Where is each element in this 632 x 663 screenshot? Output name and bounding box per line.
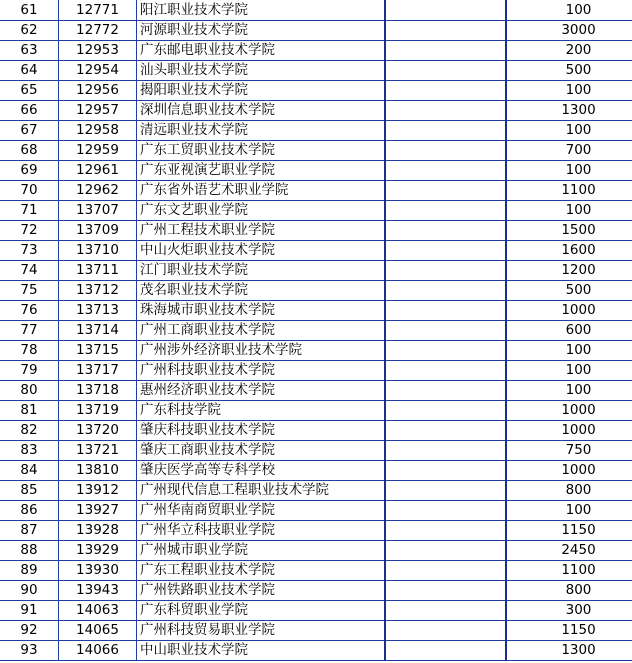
row-number-cell: 88 (0, 541, 59, 561)
school-code-cell: 14063 (59, 601, 137, 621)
quota-number-cell: 1100 (506, 181, 632, 201)
row-number-cell: 80 (0, 381, 59, 401)
row-number-cell: 89 (0, 561, 59, 581)
school-code-cell: 13943 (59, 581, 137, 601)
table-row (0, 261, 632, 281)
blank-cell (385, 561, 506, 581)
table-row (0, 581, 632, 601)
school-name-cell: 广东省外语艺术职业学院 (137, 181, 386, 201)
blank-cell (385, 301, 506, 321)
school-code-cell: 13713 (59, 301, 137, 321)
table-row (0, 301, 632, 321)
quota-number-cell: 1150 (506, 521, 632, 541)
school-code-cell: 13720 (59, 421, 137, 441)
row-number-cell: 63 (0, 41, 59, 61)
school-name-cell: 广州科技贸易职业学院 (137, 621, 386, 641)
school-name-cell: 肇庆工商职业技术学院 (137, 441, 386, 461)
school-code-cell: 13810 (59, 461, 137, 481)
quota-number-cell: 1000 (506, 421, 632, 441)
quota-number-cell: 100 (506, 341, 632, 361)
table-row (0, 281, 632, 301)
table-row (0, 41, 632, 61)
row-number-cell: 72 (0, 221, 59, 241)
row-number-cell: 69 (0, 161, 59, 181)
school-name-cell: 广东工程职业技术学院 (137, 561, 386, 581)
quota-number-cell: 1300 (506, 101, 632, 121)
row-number-cell: 79 (0, 361, 59, 381)
table-row (0, 401, 632, 421)
school-code-cell: 13710 (59, 241, 137, 261)
school-code-cell: 14066 (59, 641, 137, 661)
school-name-cell: 广东科技学院 (137, 401, 386, 421)
school-name-cell: 汕头职业技术学院 (137, 61, 386, 81)
school-name-cell: 广州现代信息工程职业技术学院 (137, 481, 386, 501)
blank-cell (385, 41, 506, 61)
blank-cell (385, 101, 506, 121)
row-number-cell: 77 (0, 321, 59, 341)
school-name-cell: 肇庆科技职业技术学院 (137, 421, 386, 441)
quota-number-cell: 2450 (506, 541, 632, 561)
row-number-cell: 78 (0, 341, 59, 361)
row-number-cell: 90 (0, 581, 59, 601)
school-name-cell: 广东邮电职业技术学院 (137, 41, 386, 61)
blank-cell (385, 601, 506, 621)
table-row (0, 341, 632, 361)
table-row (0, 601, 632, 621)
quota-number-cell: 100 (506, 501, 632, 521)
school-code-cell: 13928 (59, 521, 137, 541)
quota-number-cell: 800 (506, 581, 632, 601)
row-number-cell: 61 (0, 0, 59, 21)
blank-cell (385, 161, 506, 181)
quota-number-cell: 800 (506, 481, 632, 501)
school-name-cell: 茂名职业技术学院 (137, 281, 386, 301)
blank-cell (385, 221, 506, 241)
row-number-cell: 73 (0, 241, 59, 261)
table-row (0, 361, 632, 381)
quota-number-cell: 100 (506, 361, 632, 381)
blank-cell (385, 61, 506, 81)
table-row (0, 21, 632, 41)
school-code-cell: 13927 (59, 501, 137, 521)
school-code-cell: 12771 (59, 0, 137, 21)
quota-number-cell: 1000 (506, 461, 632, 481)
table-row (0, 521, 632, 541)
row-number-cell: 62 (0, 21, 59, 41)
row-number-cell: 86 (0, 501, 59, 521)
quota-number-cell: 500 (506, 61, 632, 81)
table-row (0, 541, 632, 561)
school-code-cell: 14065 (59, 621, 137, 641)
school-code-cell: 12959 (59, 141, 137, 161)
row-number-cell: 87 (0, 521, 59, 541)
school-name-cell: 广州工商职业技术学院 (137, 321, 386, 341)
school-code-cell: 13718 (59, 381, 137, 401)
blank-cell (385, 0, 506, 21)
blank-cell (385, 241, 506, 261)
table-row (0, 161, 632, 181)
table-row (0, 0, 632, 21)
row-number-cell: 91 (0, 601, 59, 621)
row-number-cell: 70 (0, 181, 59, 201)
blank-cell (385, 361, 506, 381)
school-name-cell: 广州科技职业技术学院 (137, 361, 386, 381)
school-name-cell: 中山火炬职业技术学院 (137, 241, 386, 261)
blank-cell (385, 621, 506, 641)
school-code-cell: 13714 (59, 321, 137, 341)
row-number-cell: 85 (0, 481, 59, 501)
row-number-cell: 81 (0, 401, 59, 421)
school-code-cell: 12953 (59, 41, 137, 61)
quota-number-cell: 1300 (506, 641, 632, 661)
row-number-cell: 76 (0, 301, 59, 321)
row-number-cell: 92 (0, 621, 59, 641)
school-code-cell: 13912 (59, 481, 137, 501)
blank-cell (385, 401, 506, 421)
quota-number-cell: 300 (506, 601, 632, 621)
school-name-cell: 中山职业技术学院 (137, 641, 386, 661)
table-row (0, 181, 632, 201)
blank-cell (385, 521, 506, 541)
table-row (0, 241, 632, 261)
school-name-cell: 广东工贸职业技术学院 (137, 141, 386, 161)
table-row (0, 81, 632, 101)
school-name-cell: 江门职业技术学院 (137, 261, 386, 281)
quota-number-cell: 1500 (506, 221, 632, 241)
quota-number-cell: 600 (506, 321, 632, 341)
school-name-cell: 广州华南商贸职业学院 (137, 501, 386, 521)
blank-cell (385, 321, 506, 341)
blank-cell (385, 481, 506, 501)
row-number-cell: 67 (0, 121, 59, 141)
table-row (0, 321, 632, 341)
table-row (0, 421, 632, 441)
blank-cell (385, 201, 506, 221)
table-row (0, 141, 632, 161)
blank-cell (385, 381, 506, 401)
school-name-cell: 阳江职业技术学院 (137, 0, 386, 21)
school-name-cell: 广东文艺职业学院 (137, 201, 386, 221)
school-code-cell: 13929 (59, 541, 137, 561)
table-row (0, 201, 632, 221)
blank-cell (385, 641, 506, 661)
blank-cell (385, 541, 506, 561)
blank-cell (385, 581, 506, 601)
row-number-cell: 93 (0, 641, 59, 661)
school-name-cell: 广州涉外经济职业技术学院 (137, 341, 386, 361)
blank-cell (385, 421, 506, 441)
row-number-cell: 68 (0, 141, 59, 161)
blank-cell (385, 141, 506, 161)
school-name-cell: 广州城市职业学院 (137, 541, 386, 561)
table-row (0, 61, 632, 81)
quota-number-cell: 100 (506, 381, 632, 401)
quota-number-cell: 100 (506, 161, 632, 181)
table-row (0, 641, 632, 661)
quota-number-cell: 200 (506, 41, 632, 61)
quota-number-cell: 100 (506, 201, 632, 221)
school-name-cell: 清远职业技术学院 (137, 121, 386, 141)
table-row (0, 101, 632, 121)
school-code-cell: 12954 (59, 61, 137, 81)
school-name-cell: 河源职业技术学院 (137, 21, 386, 41)
row-number-cell: 74 (0, 261, 59, 281)
table-row (0, 121, 632, 141)
row-number-cell: 64 (0, 61, 59, 81)
blank-cell (385, 501, 506, 521)
school-code-cell: 13717 (59, 361, 137, 381)
quota-number-cell: 100 (506, 121, 632, 141)
school-code-cell: 13715 (59, 341, 137, 361)
school-code-cell: 13719 (59, 401, 137, 421)
quota-number-cell: 1000 (506, 401, 632, 421)
blank-cell (385, 21, 506, 41)
school-code-cell: 13712 (59, 281, 137, 301)
blank-cell (385, 81, 506, 101)
table-row (0, 381, 632, 401)
school-name-cell: 广州铁路职业技术学院 (137, 581, 386, 601)
quota-number-cell: 500 (506, 281, 632, 301)
blank-cell (385, 341, 506, 361)
school-name-cell: 揭阳职业技术学院 (137, 81, 386, 101)
school-name-cell: 肇庆医学高等专科学校 (137, 461, 386, 481)
row-number-cell: 65 (0, 81, 59, 101)
blank-cell (385, 461, 506, 481)
school-code-cell: 12961 (59, 161, 137, 181)
row-number-cell: 84 (0, 461, 59, 481)
row-number-cell: 71 (0, 201, 59, 221)
school-code-cell: 13711 (59, 261, 137, 281)
school-code-cell: 12772 (59, 21, 137, 41)
school-name-cell: 广州华立科技职业学院 (137, 521, 386, 541)
row-number-cell: 83 (0, 441, 59, 461)
quota-number-cell: 1150 (506, 621, 632, 641)
table-row (0, 481, 632, 501)
school-code-cell: 12957 (59, 101, 137, 121)
quota-number-cell: 1600 (506, 241, 632, 261)
table-row (0, 561, 632, 581)
school-code-cell: 13721 (59, 441, 137, 461)
school-code-cell: 13707 (59, 201, 137, 221)
quota-number-cell: 3000 (506, 21, 632, 41)
quota-number-cell: 1000 (506, 301, 632, 321)
school-code-cell: 13930 (59, 561, 137, 581)
quota-number-cell: 750 (506, 441, 632, 461)
school-name-cell: 深圳信息职业技术学院 (137, 101, 386, 121)
school-code-cell: 12962 (59, 181, 137, 201)
quota-number-cell: 1200 (506, 261, 632, 281)
table-row (0, 461, 632, 481)
school-name-cell: 广州工程技术职业学院 (137, 221, 386, 241)
school-name-cell: 广东科贸职业学院 (137, 601, 386, 621)
blank-cell (385, 181, 506, 201)
quota-number-cell: 100 (506, 0, 632, 21)
school-code-cell: 12956 (59, 81, 137, 101)
table-row (0, 501, 632, 521)
blank-cell (385, 261, 506, 281)
school-code-cell: 13709 (59, 221, 137, 241)
blank-cell (385, 441, 506, 461)
school-name-cell: 惠州经济职业技术学院 (137, 381, 386, 401)
table-row (0, 441, 632, 461)
row-number-cell: 75 (0, 281, 59, 301)
quota-number-cell: 700 (506, 141, 632, 161)
quota-number-cell: 1100 (506, 561, 632, 581)
row-number-cell: 66 (0, 101, 59, 121)
blank-cell (385, 121, 506, 141)
quota-number-cell: 100 (506, 81, 632, 101)
table-row (0, 621, 632, 641)
school-name-cell: 珠海城市职业技术学院 (137, 301, 386, 321)
table-row (0, 221, 632, 241)
blank-cell (385, 281, 506, 301)
school-name-cell: 广东亚视演艺职业学院 (137, 161, 386, 181)
school-code-cell: 12958 (59, 121, 137, 141)
row-number-cell: 82 (0, 421, 59, 441)
